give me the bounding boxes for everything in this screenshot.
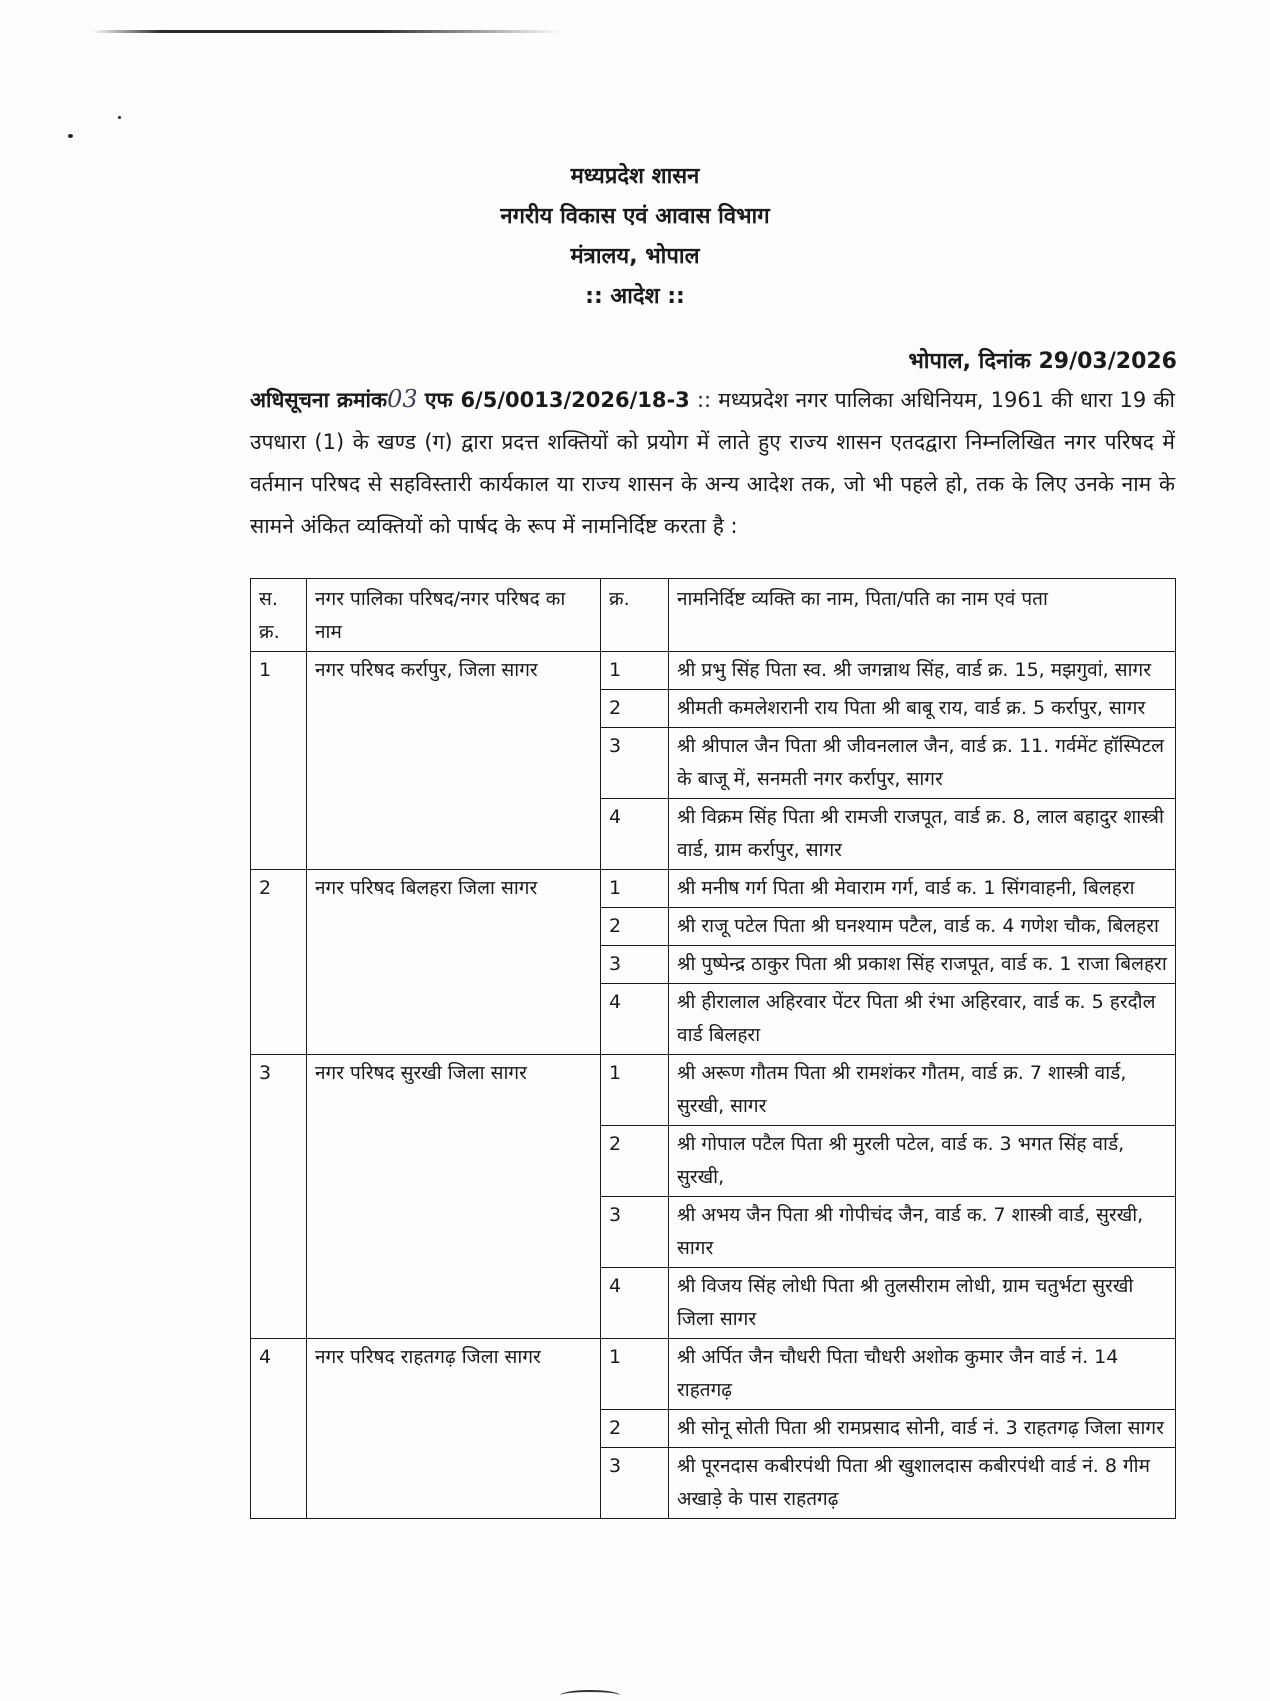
person-details: श्री सोनू सोती पिता श्री रामप्रसाद सोनी, वार्ड नं. 3 राहतगढ़ जिला सागर [669,1410,1176,1448]
scan-speck [68,134,73,138]
group-sno: 1 [251,652,307,870]
govt-title: मध्यप्रदेश शासन [570,164,700,189]
scan-speck [118,116,121,119]
council-name: नगर परिषद बिलहरा जिला सागर [307,870,601,1055]
row-no: 3 [601,1448,669,1519]
header-person: नामनिर्दिष्ट व्यक्ति का नाम, पिता/पति का नाम एवं पता [669,579,1176,652]
person-details: श्री श्रीपाल जैन पिता श्री जीवनलाल जैन, वार्ड क्र. 11. गर्वमेंट हॉस्पिटल के बाजू में, सनमती नगर कर्रापुर, सागर [669,728,1176,799]
nomination-table [250,578,1176,1519]
row-no: 2 [601,690,669,728]
table-row [251,1339,1176,1410]
person-details: श्री अर्पित जैन चौधरी पिता चौधरी अशोक कुमार जैन वार्ड नं. 14 राहतगढ़ [669,1339,1176,1410]
council-name: नगर परिषद राहतगढ़ जिला सागर [307,1339,601,1519]
person-details: श्री हीरालाल अहिरवार पेंटर पिता श्री रंभा अहिरवार, वार्ड क. 5 हरदौल वार्ड बिलहरा [669,984,1176,1055]
person-details: श्री अभय जैन पिता श्री गोपीचंद जैन, वार्ड क. 7 शास्त्री वार्ड, सुरखी, सागर [669,1197,1176,1268]
person-details: श्री प्रभु सिंह पिता स्व. श्री जगन्नाथ सिंह, वार्ड क्र. 15, मझगुवां, सागर [669,652,1176,690]
person-details: श्री अरूण गौतम पिता श्री रामशंकर गौतम, वार्ड क्र. 7 शास्त्री वार्ड, सुरखी, सागर [669,1055,1176,1126]
person-details: श्री पुष्पेन्द्र ठाकुर पिता श्री प्रकाश सिंह राजपूत, वार्ड क. 1 राजा बिलहरा [669,946,1176,984]
header-no: क्र. [601,579,669,652]
council-name: नगर परिषद सुरखी जिला सागर [307,1055,601,1339]
date-line: भोपाल, दिनांक 29/03/2026 [908,349,1177,374]
department-title: नगरीय विकास एवं आवास विभाग [500,204,770,229]
header-council: नगर पालिका परिषद/नगर परिषद का नाम [307,579,601,652]
file-number: एफ 6/5/0013/2026/18-3 [424,388,690,412]
table-header-row [251,579,1176,652]
row-no: 4 [601,984,669,1055]
group-sno: 4 [251,1339,307,1519]
row-no: 1 [601,1339,669,1410]
page-cut-mark [560,1690,620,1701]
table-row [251,652,1176,690]
group-sno: 3 [251,1055,307,1339]
ministry-title: मंत्रालय, भोपाल [570,244,700,269]
person-details: श्री पूरनदास कबीरपंथी पिता श्री खुशालदास कबीरपंथी वार्ड नं. 8 गीम अखाड़े के पास राहतगढ़ [669,1448,1176,1519]
table-row [251,870,1176,908]
person-details: श्रीमती कमलेशरानी राय पिता श्री बाबू राय, वार्ड क्र. 5 कर्रापुर, सागर [669,690,1176,728]
row-no: 1 [601,1055,669,1126]
row-no: 1 [601,652,669,690]
row-no: 3 [601,728,669,799]
row-no: 3 [601,1197,669,1268]
row-no: 3 [601,946,669,984]
order-paragraph [250,378,1175,547]
row-no: 2 [601,1126,669,1197]
person-details: श्री मनीष गर्ग पिता श्री मेवाराम गर्ग, वार्ड क. 1 सिंगवाहनी, बिलहरा [669,870,1176,908]
row-no: 4 [601,799,669,870]
group-sno: 2 [251,870,307,1055]
row-no: 4 [601,1268,669,1339]
order-text: :: मध्यप्रदेश नगर पालिका अधिनियम, 1961 की धारा 19 की उपधारा (1) के खण्ड (ग) द्वारा प्रदत्त शक्तियों को प्रयोग में लाते हुए राज्य शासन एतदद्वारा निम्नलिखित नगर परिषद में वर्तमान परिषद से सहविस्तारी कार्यकाल या राज्य शासन के अन्य आदेश तक, जो भी पहले हो, तक के लिए उनके नाम के सामने अंकित व्यक्तियों को पार्षद के रूप में नामनिर्दिष्ट करता है : [250,388,1175,538]
header-sno: स. क्र. [251,579,307,652]
council-name: नगर परिषद कर्रापुर, जिला सागर [307,652,601,870]
row-no: 2 [601,908,669,946]
scan-artifact-line [92,30,562,33]
order-heading: :: आदेश :: [585,284,685,309]
person-details: श्री विजय सिंह लोधी पिता श्री तुलसीराम लोधी, ग्राम चतुर्भटा सुरखी जिला सागर [669,1268,1176,1339]
row-no: 2 [601,1410,669,1448]
table-row [251,1055,1176,1126]
person-details: श्री गोपाल पटैल पिता श्री मुरली पटेल, वार्ड क. 3 भगत सिंह वार्ड, सुरखी, [669,1126,1176,1197]
person-details: श्री विक्रम सिंह पिता श्री रामजी राजपूत, वार्ड क्र. 8, लाल बहादुर शास्त्री वार्ड, ग्राम कर्रापुर, सागर [669,799,1176,870]
row-no: 1 [601,870,669,908]
person-details: श्री राजू पटेल पिता श्री घनश्याम पटैल, वार्ड क. 4 गणेश चौक, बिलहरा [669,908,1176,946]
handwritten-number: 03 [387,385,418,413]
notification-label: अधिसूचना क्रमांक [250,388,388,412]
